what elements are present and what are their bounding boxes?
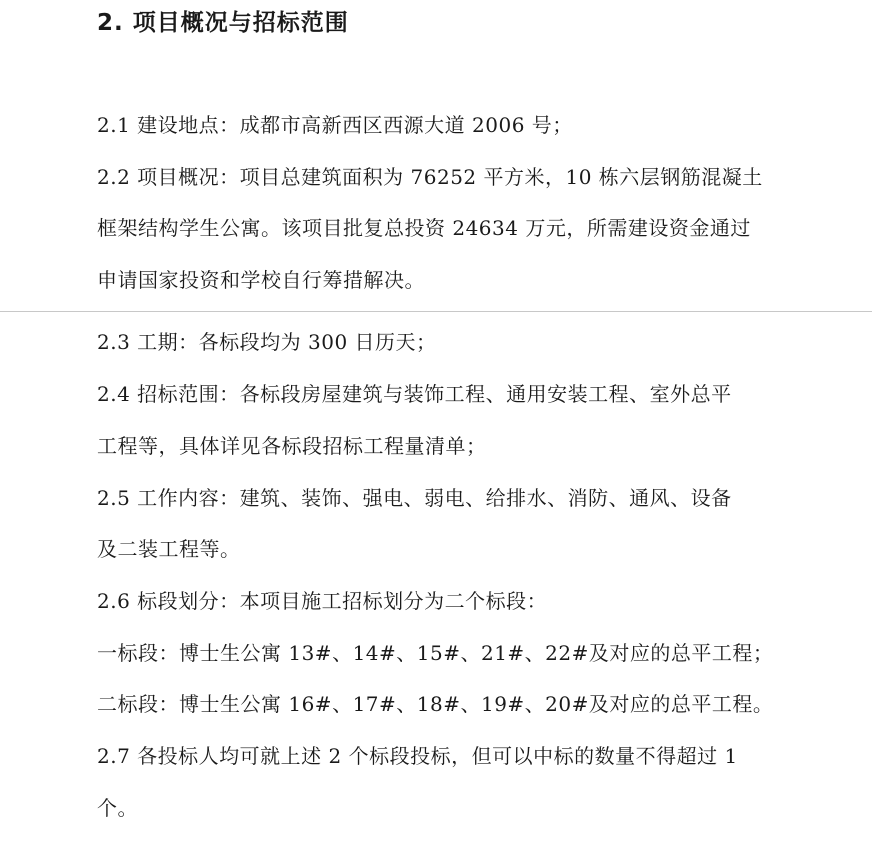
paragraph-line-bid-scope-2: 工程等，具体详见各标段招标工程量清单； [97,434,487,458]
paragraph-line-project-overview-3: 申请国家投资和学校自行筹措解决。 [97,268,425,292]
paragraph-line-work-content-2: 及二装工程等。 [97,537,241,561]
paragraph-line-bid-scope-1: 2.4 招标范围：各标段房屋建筑与装饰工程、通用安装工程、室外总平 [97,382,732,406]
paragraph-line-duration: 2.3 工期：各标段均为 300 日历天； [97,330,437,354]
paragraph-line-work-content-1: 2.5 工作内容：建筑、装饰、强电、弱电、给排水、消防、通风、设备 [97,486,732,510]
paragraph-line-project-overview-2: 框架结构学生公寓。该项目批复总投资 24634 万元，所需建设资金通过 [97,216,751,240]
paragraph-line-lot-division: 2.6 标段划分：本项目施工招标划分为二个标段： [97,589,548,613]
paragraph-line-construction-site: 2.1 建设地点：成都市高新西区西源大道 2006 号； [97,113,573,137]
section-heading: 2. 项目概况与招标范围 [97,10,349,36]
page-divider [0,311,872,312]
paragraph-line-bidding-rule-2: 个。 [97,796,138,820]
paragraph-line-bidding-rule-1: 2.7 各投标人均可就上述 2 个标段投标，但可以中标的数量不得超过 1 [97,744,738,768]
paragraph-line-lot-two: 二标段：博士生公寓 16#、17#、18#、19#、20#及对应的总平工程。 [97,692,774,716]
paragraph-line-project-overview-1: 2.2 项目概况：项目总建筑面积为 76252 平方米，10 栋六层钢筋混凝土 [97,165,763,189]
paragraph-line-lot-one: 一标段：博士生公寓 13#、14#、15#、21#、22#及对应的总平工程； [97,641,774,665]
